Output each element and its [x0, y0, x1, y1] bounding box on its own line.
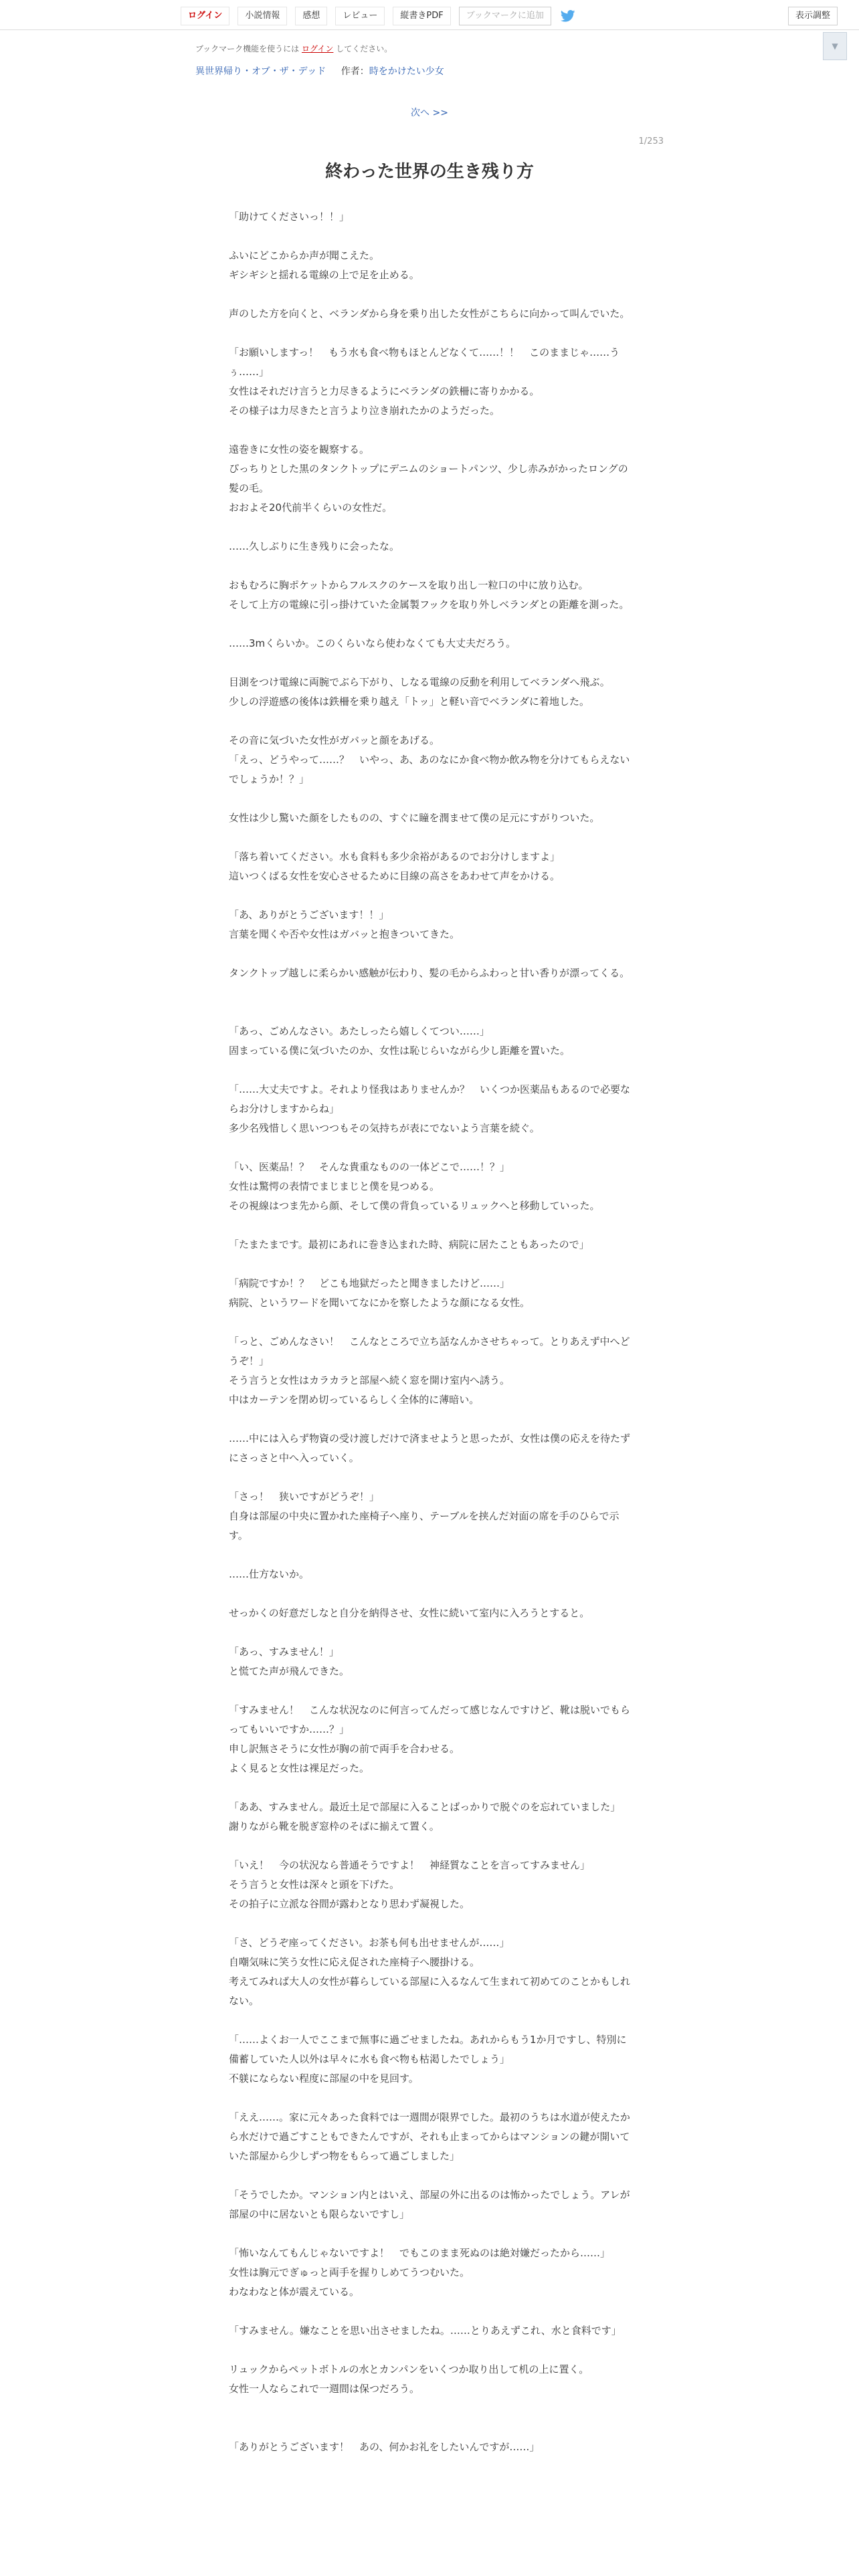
body-paragraph — [229, 2399, 630, 2418]
body-paragraph: 「ええ……。家に元々あった食料では一週間が限界でした。最初のうちは水道が使えたから水だけで過ごすこともできたんですが、それも止まってからはマンションの鍵が開いていた部屋から少しずつ物をもらって過ごしました」 — [229, 2111, 630, 2162]
body-paragraph: そう言うと女性は深々と頭を下げた。 — [229, 1879, 400, 1891]
notice-login-link[interactable]: ログイン — [301, 44, 334, 53]
nav-vertical-pdf[interactable]: 縦書きPDF — [393, 7, 450, 25]
body-paragraph: 「……よくお一人でここまで無事に過ごせましたね。あれからもう1か月ですし、特別に備蓄していた人以外は早々に水も食べ物も枯渇したでしょう」 — [229, 2034, 627, 2065]
body-paragraph: 少しの浮遊感の後体は鉄柵を乗り越え「トッ」と軽い音でベランダに着地した。 — [229, 695, 589, 708]
body-paragraph — [229, 886, 630, 905]
body-paragraph: 言葉を聞くや否や女性はガバッと抱きついてきた。 — [229, 928, 460, 940]
scroll-down-button[interactable] — [823, 32, 847, 60]
body-paragraph — [229, 1914, 630, 1933]
body-paragraph: 「病院ですか！？ どこも地獄だったと聞きましたけど……」 — [229, 1277, 510, 1289]
body-paragraph: ギシギシと揺れる電線の上で足を止める。 — [229, 269, 419, 281]
body-paragraph: 「怖いなんてもんじゃないですよ！ でもこのまま死ぬのは絶対嫌だったから……」 — [229, 2247, 611, 2259]
body-paragraph: その拍子に立派な谷間が露わとなり思わず凝視した。 — [229, 1898, 470, 1910]
body-paragraph: 「あっ、ごめんなさい。あたしったら嬉しくてつい……」 — [229, 1025, 490, 1037]
body-paragraph: 「っと、ごめんなさい！ こんなところで立ち話なんかさせちゃって。とりあえず中へどうぞ！」 — [229, 1335, 630, 1367]
body-paragraph: ……3mくらいか。このくらいなら使わなくても大丈夫だろう。 — [229, 637, 516, 649]
body-paragraph: その視線はつま先から顔、そして僕の背負っているリュックへと移動していった。 — [229, 1200, 600, 1212]
body-paragraph — [229, 1584, 630, 1604]
body-paragraph: わなわなと体が震えている。 — [229, 2286, 360, 2298]
body-paragraph: おおよそ20代前半くらいの女性だ。 — [229, 502, 393, 514]
body-paragraph: ……仕方ないか。 — [229, 1568, 310, 1580]
body-paragraph: 「すみません！ こんな状況なのに何言ってんだって感じなんですけど、靴は脱いでもらってもいいですか……？」 — [229, 1704, 631, 1735]
body-paragraph: 「……大丈夫ですよ。それより怪我はありませんか？ いくつか医薬品もあるので必要ならお分けしますからね」 — [229, 1083, 631, 1115]
body-paragraph: 女性は少し驚いた顔をしたものの、すぐに瞳を潤ませて僕の足元にすがりついた。 — [229, 812, 600, 824]
body-paragraph — [229, 1002, 630, 1022]
body-paragraph — [229, 1255, 630, 1274]
body-paragraph — [229, 2166, 630, 2185]
body-paragraph — [229, 2224, 630, 2244]
body-paragraph — [229, 712, 630, 731]
body-paragraph — [229, 1836, 630, 1856]
body-paragraph — [229, 1313, 630, 1332]
body-paragraph — [229, 1468, 630, 1487]
body-paragraph: 病院、というワードを聞いてなにかを察したような顔になる女性。 — [229, 1297, 531, 1309]
body-paragraph: ふいにどこからか声が聞こえた。 — [229, 249, 380, 261]
body-paragraph: 固まっている僕に気づいたのか、女性は恥じらいながら少し距離を置いた。 — [229, 1045, 571, 1057]
body-paragraph — [229, 615, 630, 634]
body-paragraph: 目測をつけ電線に両腕でぶら下がり、しなる電線の反動を利用してベランダへ飛ぶ。 — [229, 676, 610, 688]
body-paragraph — [229, 1681, 630, 1701]
body-paragraph: 自嘲気味に笑う女性に応え促された座椅子へ腰掛ける。 — [229, 1956, 480, 1968]
body-paragraph: 遠巻きに女性の姿を観察する。 — [229, 443, 370, 455]
body-paragraph: 考えてみれば大人の女性が暮らしている部屋に入るなんて生まれて初めてのことかもしれない。 — [229, 1975, 631, 2007]
body-paragraph: その音に気づいた女性がガバッと顔をあげる。 — [229, 734, 440, 746]
body-paragraph — [229, 983, 630, 1002]
nav-impressions[interactable]: 感想 — [295, 7, 327, 25]
body-paragraph: おもむろに胸ポケットからフルスクのケースを取り出し一粒口の中に放り込む。 — [229, 579, 589, 591]
body-paragraph: 「すみません。嫌なことを思い出させましたね。……とりあえずこれ、水と食料です」 — [229, 2325, 622, 2337]
body-paragraph: 中はカーテンを閉め切っているらしく全体的に薄暗い。 — [229, 1394, 480, 1406]
series-title-link[interactable]: 異世界帰り・オブ・ザ・デッド — [195, 66, 326, 77]
display-settings-button[interactable]: 表示調整 — [788, 7, 838, 25]
body-paragraph: リュックからペットボトルの水とカンパンをいくつか取り出して机の上に置く。 — [229, 2363, 589, 2375]
body-paragraph: 女性は胸元でぎゅっと両手を握りしめてうつむいた。 — [229, 2266, 470, 2278]
body-paragraph — [229, 227, 630, 246]
bookmark-add-button[interactable]: ブックマークに追加 — [459, 7, 551, 25]
body-paragraph — [229, 2341, 630, 2360]
body-paragraph — [229, 828, 630, 847]
body-paragraph — [229, 653, 630, 673]
notice-prefix: ブックマーク機能を使うには — [195, 44, 302, 53]
body-paragraph: 女性は驚愕の表情でまじまじと僕を見つめる。 — [229, 1180, 440, 1192]
body-paragraph — [229, 2302, 630, 2321]
body-paragraph: 「さ、どうぞ座ってください。お茶も何も出せませんが……」 — [229, 1937, 510, 1949]
body-paragraph: そして上方の電線に引っ掛けていた金属製フックを取り外しベランダとの距離を測った。 — [229, 599, 630, 611]
body-paragraph: 「お願いしますっ！ もう水も食べ物もほとんどなくて……！！ このままじゃ……うぅ……」 — [229, 346, 620, 378]
chevron-down-icon: ▼ — [832, 41, 838, 51]
body-paragraph: 「ありがとうございます！ あの、何かお礼をしたいんですが……」 — [229, 2441, 540, 2453]
body-paragraph — [229, 1410, 630, 1429]
body-paragraph — [229, 421, 630, 440]
body-paragraph: 「たまたまです。最初にあれに巻き込まれた時、病院に居たこともあったので」 — [229, 1239, 589, 1251]
body-paragraph: 謝りながら靴を脱ぎ窓枠のそばに揃えて置く。 — [229, 1820, 440, 1832]
author-label: 作者： — [341, 66, 369, 77]
body-paragraph: 「ああ、すみません。最近土足で部屋に入ることばっかりで脱ぐのを忘れていました」 — [229, 1801, 621, 1813]
next-page-link[interactable]: 次へ >> — [411, 108, 448, 118]
body-paragraph: ……中には入らず物資の受け渡しだけで済ませようと思ったが、女性は僕の応えを待たずにさっさと中へ入っていく。 — [229, 1432, 631, 1464]
body-paragraph: 「そうでしたか。マンション内とはいえ、部屋の外に出るのは怖かったでしょう。アレが部屋の中に居ないとも限らないですし」 — [229, 2189, 630, 2220]
body-paragraph: タンクトップ越しに柔らかい感触が伝わり、髪の毛からふわっと甘い香りが漂ってくる。 — [229, 967, 630, 979]
chapter-title: 終わった世界の生き残り方 — [325, 162, 534, 182]
body-paragraph — [229, 1216, 630, 1235]
nav-novel-info[interactable]: 小説情報 — [237, 7, 287, 25]
body-paragraph: ……久しぶりに生き残りに会ったな。 — [229, 540, 400, 552]
body-paragraph — [229, 556, 630, 576]
nav-menu — [181, 7, 577, 25]
body-paragraph: ぴっちりとした黒のタンクトップにデニムのショートパンツ、少し赤みがかったロングの髪の毛。 — [229, 463, 628, 494]
body-paragraph: 「助けてくださいっ！！」 — [229, 211, 350, 223]
nav-review[interactable]: レビュー — [335, 7, 385, 25]
top-nav-bar — [0, 0, 859, 30]
twitter-icon[interactable] — [559, 7, 577, 25]
body-paragraph: 多少名残惜しく思いつつもその気持ちが表にでないよう言葉を続ぐ。 — [229, 1122, 540, 1134]
body-paragraph: 這いつくばる女性を安心させるために目線の高さをあわせて声をかける。 — [229, 870, 561, 882]
page-number: 1/253 — [638, 136, 664, 146]
body-paragraph: 「い、医薬品！？ そんな貴重なものの一体どこで……！？」 — [229, 1161, 510, 1173]
body-paragraph: 女性一人ならこれで一週間は保つだろう。 — [229, 2383, 420, 2395]
body-paragraph — [229, 789, 630, 809]
novel-body — [229, 207, 630, 2457]
body-paragraph — [229, 1061, 630, 1080]
body-paragraph: 「えっ、どうやって……？ いやっ、あ、あのなにか食べ物か飲み物を分けてもらえないでしょうか！？」 — [229, 754, 630, 785]
body-paragraph: 「あ、ありがとうございます！！」 — [229, 909, 389, 921]
body-paragraph: 女性はそれだけ言うと力尽きるようにベランダの鉄柵に寄りかかる。 — [229, 385, 540, 397]
body-paragraph: よく見ると女性は裸足だった。 — [229, 1762, 370, 1774]
body-paragraph — [229, 2011, 630, 2030]
bookmark-notice — [195, 43, 392, 54]
body-paragraph: 「あっ、すみません！」 — [229, 1646, 339, 1658]
body-paragraph — [229, 2418, 630, 2438]
nav-login[interactable]: ログイン — [181, 7, 229, 25]
author-link[interactable]: 時をかけたい少女 — [369, 66, 444, 77]
body-paragraph — [229, 1138, 630, 1158]
body-paragraph: 声のした方を向くと、ベランダから身を乗り出した女性がこちらに向かって叫んでいた。 — [229, 308, 630, 320]
body-paragraph: せっかくの好意だしなと自分を納得させ、女性に続いて室内に入ろうとすると。 — [229, 1607, 590, 1619]
body-paragraph — [229, 1545, 630, 1565]
body-paragraph: その様子は力尽きたと言うより泣き崩れたかのようだった。 — [229, 405, 500, 417]
body-paragraph — [229, 285, 630, 304]
body-paragraph: 申し訳無さそうに女性が胸の前で両手を合わせる。 — [229, 1743, 460, 1755]
body-paragraph — [229, 944, 630, 964]
body-paragraph — [229, 1623, 630, 1642]
body-paragraph: と慌てた声が飛んできた。 — [229, 1665, 350, 1677]
body-paragraph: 不躾にならない程度に部屋の中を見回す。 — [229, 2072, 419, 2084]
body-paragraph — [229, 324, 630, 343]
body-paragraph — [229, 1778, 630, 1798]
body-paragraph: 「さっ！ 狭いですがどうぞ！」 — [229, 1491, 380, 1503]
body-paragraph: そう言うと女性はカラカラと部屋へ続く窓を開け室内へ誘う。 — [229, 1374, 510, 1386]
body-paragraph — [229, 518, 630, 537]
notice-suffix: してください。 — [333, 44, 393, 53]
body-paragraph: 「いえ！ 今の状況なら普通そうですよ！ 神経質なことを言ってすみません」 — [229, 1859, 591, 1871]
body-paragraph — [229, 2088, 630, 2108]
body-paragraph: 「落ち着いてください。水も食料も多少余裕があるのでお分けしますよ」 — [229, 851, 561, 863]
body-paragraph: 自身は部屋の中央に置かれた座椅子へ座り、テーブルを挟んだ対面の席を手のひらで示す。 — [229, 1510, 619, 1541]
novel-meta — [195, 64, 444, 78]
